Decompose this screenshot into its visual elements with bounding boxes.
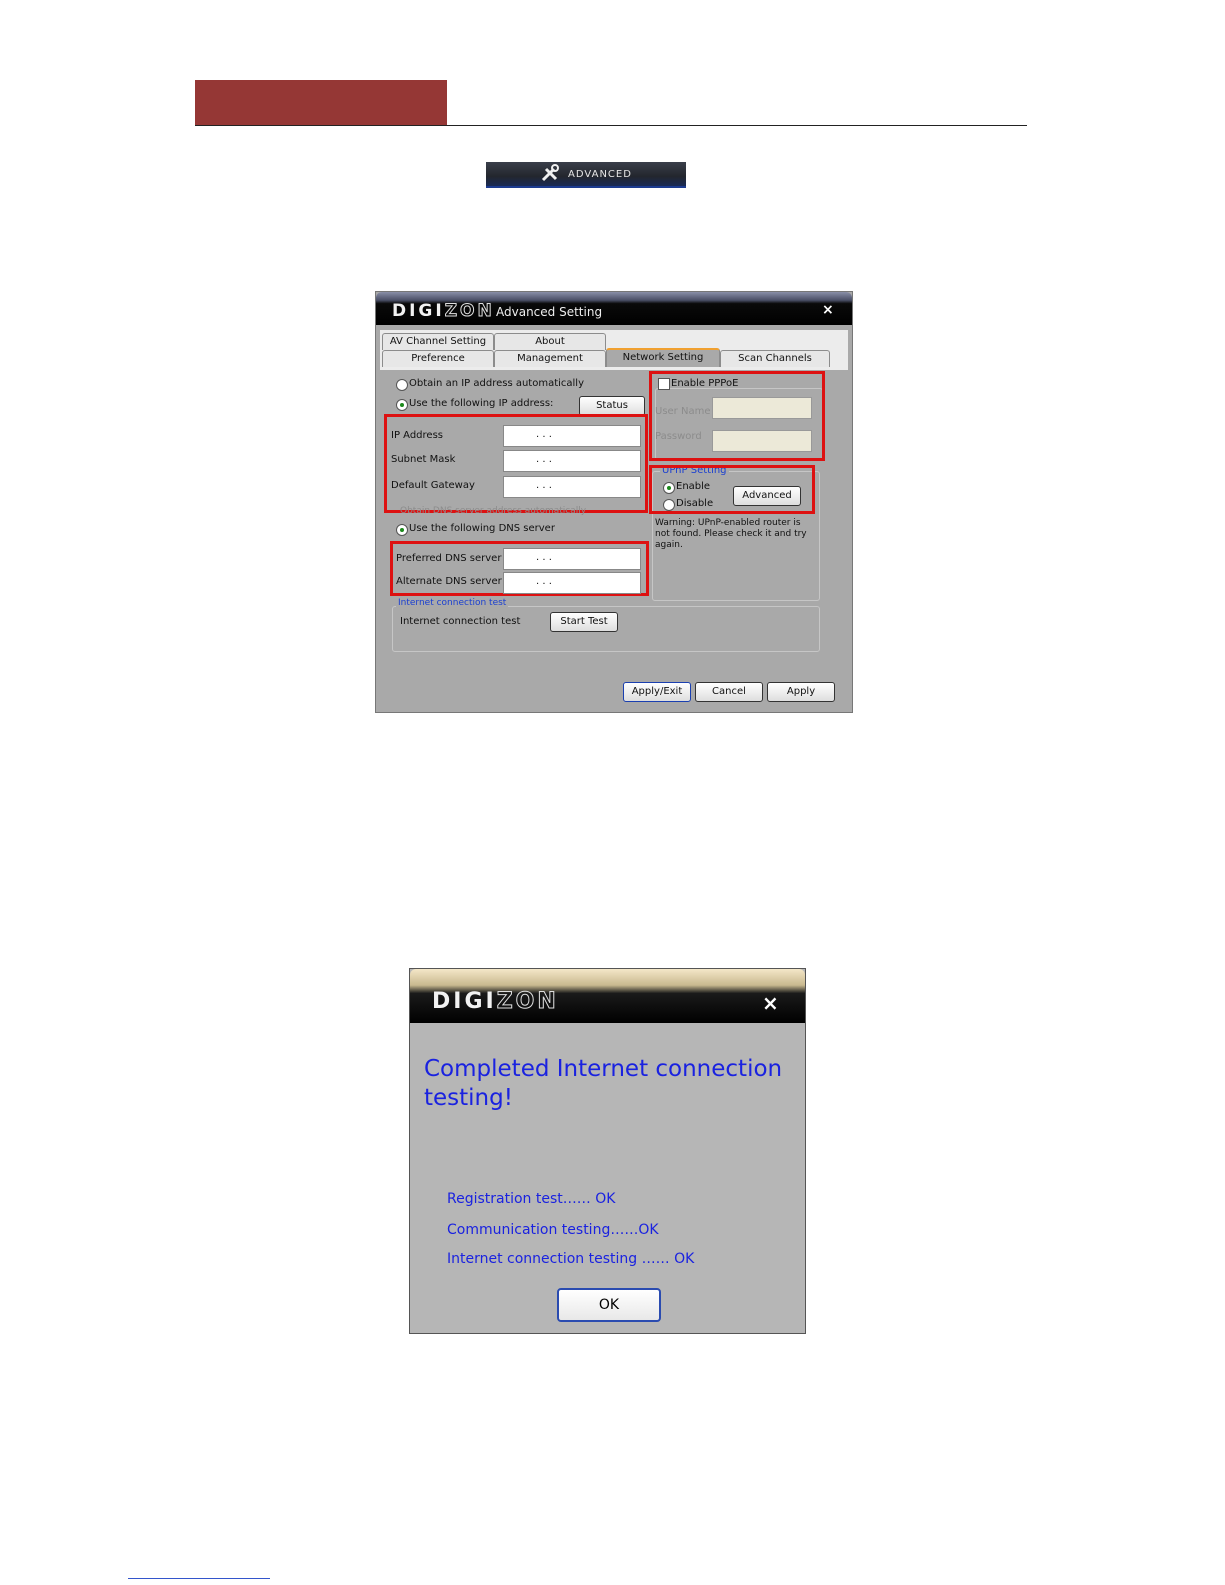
user-name-input[interactable] [712, 397, 812, 419]
use-following-dns-label: Use the following DNS server [409, 523, 555, 534]
communication-testing-line: Communication testing……OK [447, 1222, 659, 1238]
upnp-disable-label: Disable [676, 498, 714, 509]
enable-pppoe-checkbox[interactable] [658, 378, 670, 390]
preferred-dns-input[interactable]: . . . [503, 548, 641, 570]
use-following-ip-radio[interactable] [396, 399, 408, 411]
upnp-enable-label: Enable [676, 481, 711, 492]
obtain-ip-auto-radio[interactable] [396, 379, 408, 391]
use-following-dns-radio[interactable] [396, 524, 408, 536]
tab-management[interactable]: Management [494, 350, 606, 367]
connection-test-result-dialog [409, 968, 806, 1334]
preferred-dns-label: Preferred DNS server [396, 553, 502, 564]
advanced-setting-dialog [375, 291, 853, 713]
default-gateway-input[interactable]: . . . [503, 476, 641, 498]
tools-icon [540, 164, 560, 184]
password-label: Password [655, 431, 702, 442]
upnp-group-title: UPnP Setting [662, 465, 727, 476]
internet-connection-testing-line: Internet connection testing …… OK [447, 1251, 695, 1267]
section-header-block [195, 80, 447, 126]
user-name-label: User Name [655, 406, 711, 417]
subnet-mask-label: Subnet Mask [391, 454, 456, 465]
upnp-enable-radio[interactable] [663, 482, 675, 494]
footer-link-rule [128, 1578, 270, 1579]
cancel-button[interactable]: Cancel [695, 682, 763, 702]
tab-about[interactable]: About [494, 333, 606, 350]
start-test-button[interactable]: Start Test [550, 612, 618, 632]
internet-test-group-title: Internet connection test [398, 598, 507, 608]
digizon-logo: DIGIZON [392, 301, 495, 321]
registration-test-line: Registration test…… OK [447, 1191, 616, 1207]
digizon-logo: DIGIZON [432, 989, 559, 1014]
advanced-button-label: ADVANCED [568, 168, 632, 180]
advanced-button[interactable] [486, 162, 686, 188]
alternate-dns-input[interactable]: . . . [503, 572, 641, 594]
upnp-warning-text: Warning: UPnP-enabled router is not found. Please check it and try again. [655, 518, 807, 550]
ip-address-input[interactable]: . . . [503, 425, 641, 447]
section-header-rule [195, 125, 1027, 126]
tab-preference[interactable]: Preference [382, 350, 494, 367]
use-following-ip-label: Use the following IP address: [409, 398, 554, 409]
obtain-dns-auto-label: Obtain DNS server address automatically [400, 506, 587, 516]
status-button[interactable]: Status [579, 396, 645, 416]
enable-pppoe-label: Enable PPPoE [671, 378, 739, 389]
upnp-disable-radio[interactable] [663, 499, 675, 511]
upnp-advanced-button[interactable]: Advanced [733, 486, 801, 506]
subnet-mask-input[interactable]: . . . [503, 450, 641, 472]
password-input[interactable] [712, 430, 812, 452]
apply-button[interactable]: Apply [767, 682, 835, 702]
ok-button[interactable]: OK [557, 1288, 661, 1322]
internet-test-label: Internet connection test [400, 616, 521, 627]
result-heading: Completed Internet connection testing! [424, 1056, 783, 1111]
default-gateway-label: Default Gateway [391, 480, 475, 491]
alternate-dns-label: Alternate DNS server [396, 576, 502, 587]
ip-address-label: IP Address [391, 430, 443, 441]
close-icon[interactable]: × [822, 302, 834, 318]
close-icon[interactable]: × [762, 991, 779, 1015]
apply-exit-button[interactable]: Apply/Exit [623, 682, 691, 702]
tab-scan-channels[interactable]: Scan Channels [720, 350, 830, 367]
dialog-title: Advanced Setting [496, 305, 603, 319]
tab-av-channel-setting[interactable]: AV Channel Setting [382, 333, 494, 350]
obtain-ip-auto-label: Obtain an IP address automatically [409, 378, 585, 389]
tab-network-setting[interactable]: Network Setting [606, 348, 720, 367]
